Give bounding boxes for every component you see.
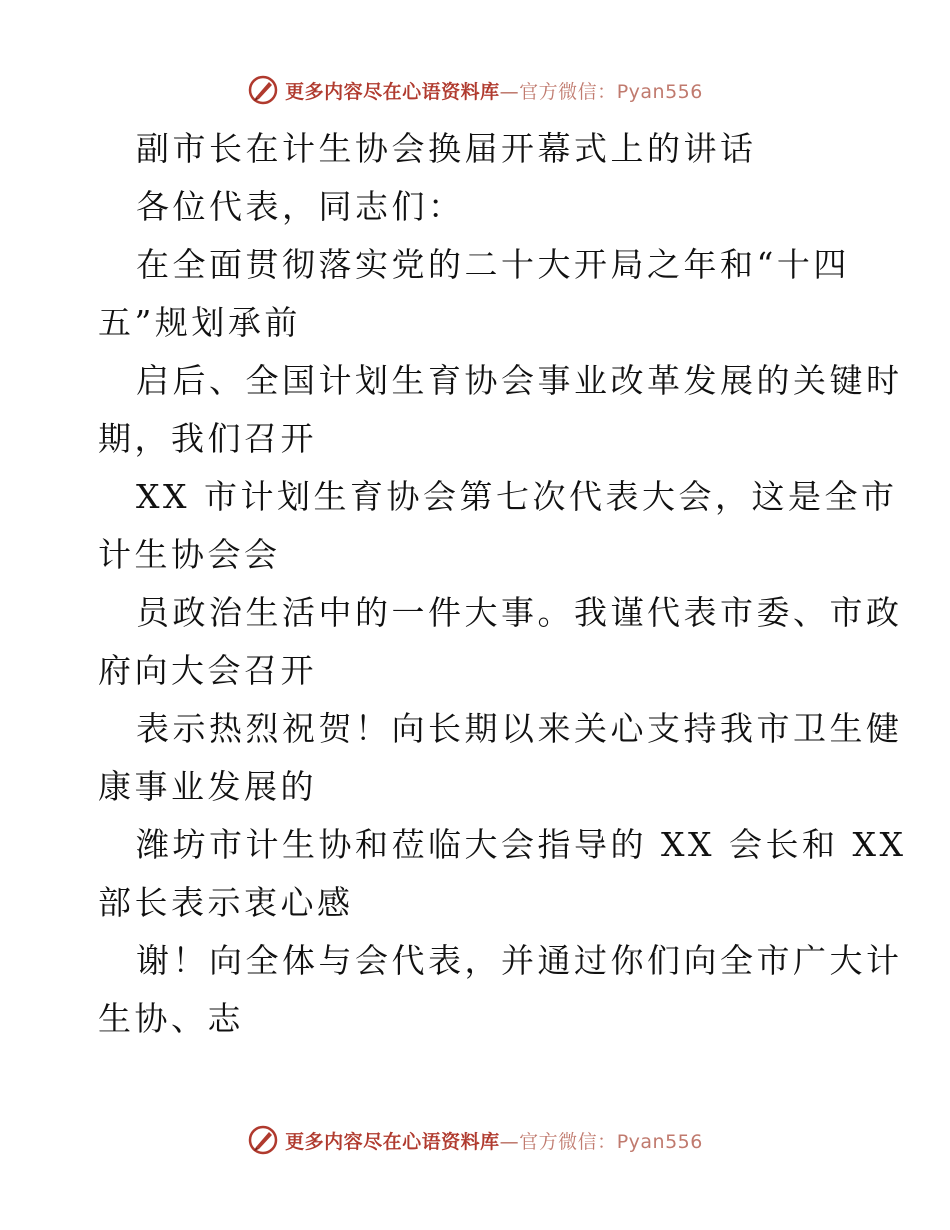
footer-watermark-banner (0, 1120, 950, 1160)
document-line: 五”规划承前 (98, 303, 301, 342)
watermark-wechat-label: 官方微信： (519, 80, 617, 103)
document-body (98, 120, 907, 1048)
document-line: 生协、志 (98, 999, 244, 1038)
watermark-wechat-id: Pyan556 (616, 80, 703, 103)
header-watermark-banner (0, 70, 950, 110)
document-line: 部长表示衷心感 (98, 883, 354, 922)
quill-pen-logo-icon (247, 74, 279, 106)
document-line: 在全面贯彻落实党的二十大开局之年和“十四 (136, 245, 850, 284)
quill-pen-logo-icon (247, 1124, 279, 1156)
watermark-brand: 更多内容尽在心语资料库 (285, 1130, 500, 1153)
document-line: 启后、全国计划生育协会事业改革发展的关键时 (136, 361, 903, 400)
document-line: 潍坊市计生协和莅临大会指导的 XX 会长和 XX (136, 825, 907, 864)
document-line: 计生协会会 (98, 535, 281, 574)
document-line: 谢！向全体与会代表，并通过你们向全市广大计 (136, 941, 903, 980)
watermark-wechat-id: Pyan556 (616, 1130, 703, 1153)
watermark-wechat-label: 官方微信： (519, 1130, 617, 1153)
document-line: XX 市计划生育协会第七次代表大会，这是全市 (136, 477, 898, 516)
document-title: 副市长在计生协会换届开幕式上的讲话 (136, 129, 757, 168)
document-line: 各位代表，同志们： (136, 187, 465, 226)
watermark-brand: 更多内容尽在心语资料库 (285, 80, 500, 103)
watermark-text (285, 1127, 703, 1154)
document-line: 府向大会召开 (98, 651, 317, 690)
document-line: 期，我们召开 (98, 419, 317, 458)
watermark-separator: — (499, 1130, 520, 1153)
document-line: 康事业发展的 (98, 767, 317, 806)
document-line: 表示热烈祝贺！向长期以来关心支持我市卫生健 (136, 709, 903, 748)
document-line: 员政治生活中的一件大事。我谨代表市委、市政 (136, 593, 903, 632)
watermark-text (285, 77, 703, 104)
watermark-separator: — (499, 80, 520, 103)
